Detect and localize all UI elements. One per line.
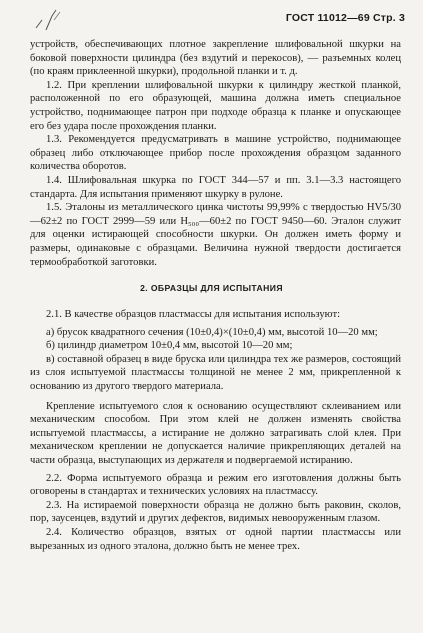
paragraph-1-5: 1.5. Эталоны из металлического цинка чистоты 99,99% с твердостью HV5/30—62±2 по ГОСТ 2999—59 или H₅₀₀—60±2 по ГОСТ 9450—60. Эталон служит для оценки истирающей способности шкурки. Он должен иметь форму и размеры, одинаковые с образцами. Величина нужной твердости достигается термообработкой заготовки.	[30, 202, 401, 268]
paragraph-1-3: 1.3. Рекомендуется предусматривать в машине устройство, поднимающее образец либо отключающее прибор после прохождения образцом заданного количества оборотов.	[30, 134, 401, 173]
section-2-title: 2. ОБРАЗЦЫ ДЛЯ ИСПЫТАНИЯ	[140, 283, 283, 293]
item-b: б) цилиндр диаметром 10±0,4 мм, высотой 10—20 мм;	[46, 340, 293, 352]
handwritten-mark	[32, 6, 68, 36]
paragraph-2-1: 2.1. В качестве образцов пластмассы для испытания используют:	[46, 309, 341, 320]
paragraph-fastening: Крепление испытуемого слоя к основанию осуществляют склеиванием или механическим способом. При этом клей не должен изменять свойства испытуемой пластмассы, а истирание не должно затрагивать слой клея. При механическом креплении не допускается наличие прикрепляющих деталей на части образца, выступающих из держателя и подвергаемой истиранию.	[30, 400, 401, 466]
page-header: ГОСТ 11012—69 Стр. 3	[285, 12, 405, 24]
section-2	[30, 308, 401, 553]
section-1-continued	[30, 38, 401, 269]
paragraph-2-2: 2.2. Форма испытуемого образца и режим его изготовления должны быть оговорены в стандартах и технических условиях на пластмассу.	[30, 472, 401, 498]
paragraph-2-4: 2.4. Количество образцов, взятых от одной партии пластмассы или вырезанных из одного эталона, должно быть не менее трех.	[30, 526, 401, 552]
paragraph-1-2: 1.2. При креплении шлифовальной шкурки к цилиндру жесткой планкой, расположенной по его образующей, машина должна иметь специальное устройство, поднимающее патрон при подходе образца к планке и опускающее его без удара после прохождения планки.	[30, 79, 401, 132]
paragraph-2-3: 2.3. На истираемой поверхности образца не должно быть раковин, сколов, пор, заусенцев, вздутий и других дефектов, видимых невооруженным глазом.	[30, 499, 401, 525]
item-c: в) составной образец в виде бруска или цилиндра тех же размеров, состоящий из слоя испытуемой пластмассы толщиной не менее 2 мм, прикрепленной к основанию из другого твердого материала.	[30, 353, 401, 392]
paragraph-1-4: 1.4. Шлифовальная шкурка по ГОСТ 344—57 и пп. 3.1—3.3 настоящего стандарта. Для испытания применяют шкурку в рулоне.	[30, 174, 401, 200]
paragraph-1-1-continued: устройств, обеспечивающих плотное закрепление шлифовальной шкурки на боковой поверхности цилиндра (без вздутий и перекосов), — разъемных колец (по краям приклеенной шкурки), продольной планки и т. д.	[30, 39, 401, 78]
item-a: а) брусок квадратного сечения (10±0,4)×(10±0,4) мм, высотой 10—20 мм;	[46, 326, 378, 338]
